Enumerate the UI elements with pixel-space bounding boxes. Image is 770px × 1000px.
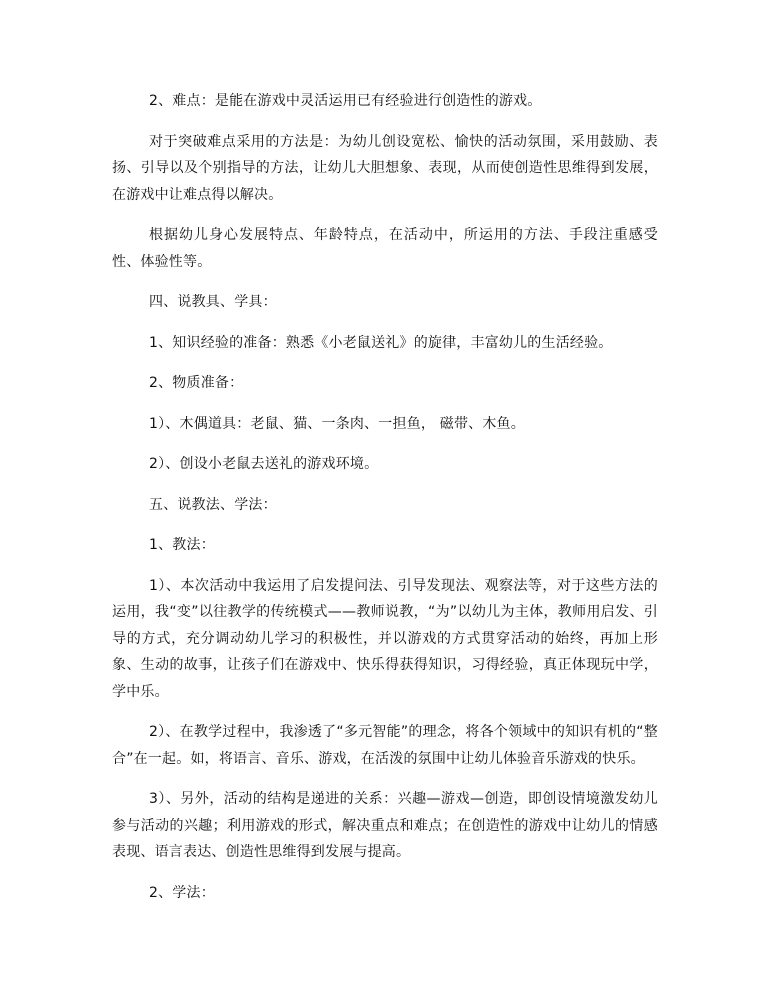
subheading-learning-method: 2、学法： xyxy=(149,884,215,901)
paragraph-method-1: 1）、本次活动中我运用了启发提问法、引导发现法、观察法等，对于这些方法的运用，我“变”以往教学的传统模式——教师说教，“为”以幼儿为主体，教师用启发、引导的方式，充分调动幼儿学习的积极性，并以游戏的方式贯穿活动的始终，再加上形象、生动的故事，让孩子们在游戏中、快乐得获得知识，习得经验，真正体现玩中学，学中乐。 xyxy=(112,577,658,700)
section-heading-teaching-aids: 四、说教具、学具： xyxy=(149,294,277,310)
paragraph-puppet-props: 1）、木偶道具：老鼠、猫、一条肉、一担鱼， 磁带、木鱼。 xyxy=(149,415,525,432)
paragraph-knowledge-preparation: 1、知识经验的准备：熟悉《小老鼠送礼》的旋律，丰富幼儿的生活经验。 xyxy=(149,334,613,351)
paragraph-game-environment: 2）、创设小老鼠去送礼的游戏环境。 xyxy=(149,456,379,472)
document-page xyxy=(112,88,658,906)
paragraph-development-traits: 根据幼儿身心发展特点、年龄特点，在活动中，所运用的方法、手段注重感受性、体验性等。 xyxy=(112,227,658,270)
subheading-teaching-method: 1、教法： xyxy=(149,537,215,553)
paragraph-method-2: 2）、在教学过程中，我渗透了“多元智能”的理念，将各个领域中的知识有机的“整合”在一起。如，将语言、音乐、游戏，在活泼的氛围中让幼儿体验音乐游戏的快乐。 xyxy=(112,724,658,767)
paragraph-material-preparation: 2、物质准备： xyxy=(149,375,244,391)
section-heading-methods: 五、说教法、学法： xyxy=(149,496,277,513)
paragraph-method-3: 3）、另外，活动的结构是递进的关系：兴趣—游戏—创造，即创设情境激发幼儿参与活动的兴趣；利用游戏的形式，解决重点和难点；在创造性的游戏中让幼儿的情感表现、语言表达、创造性思维得到发展与提高。 xyxy=(112,791,658,860)
paragraph-difficulty-method: 对于突破难点采用的方法是：为幼儿创设宽松、愉快的活动氛围，采用鼓励、表扬、引导以及个别指导的方法，让幼儿大胆想象、表现，从而使创造性思维得到发展，在游戏中让难点得以解决。 xyxy=(112,133,658,203)
paragraph-difficulty: 2、难点：是能在游戏中灵活运用已有经验进行创造性的游戏。 xyxy=(149,93,542,109)
